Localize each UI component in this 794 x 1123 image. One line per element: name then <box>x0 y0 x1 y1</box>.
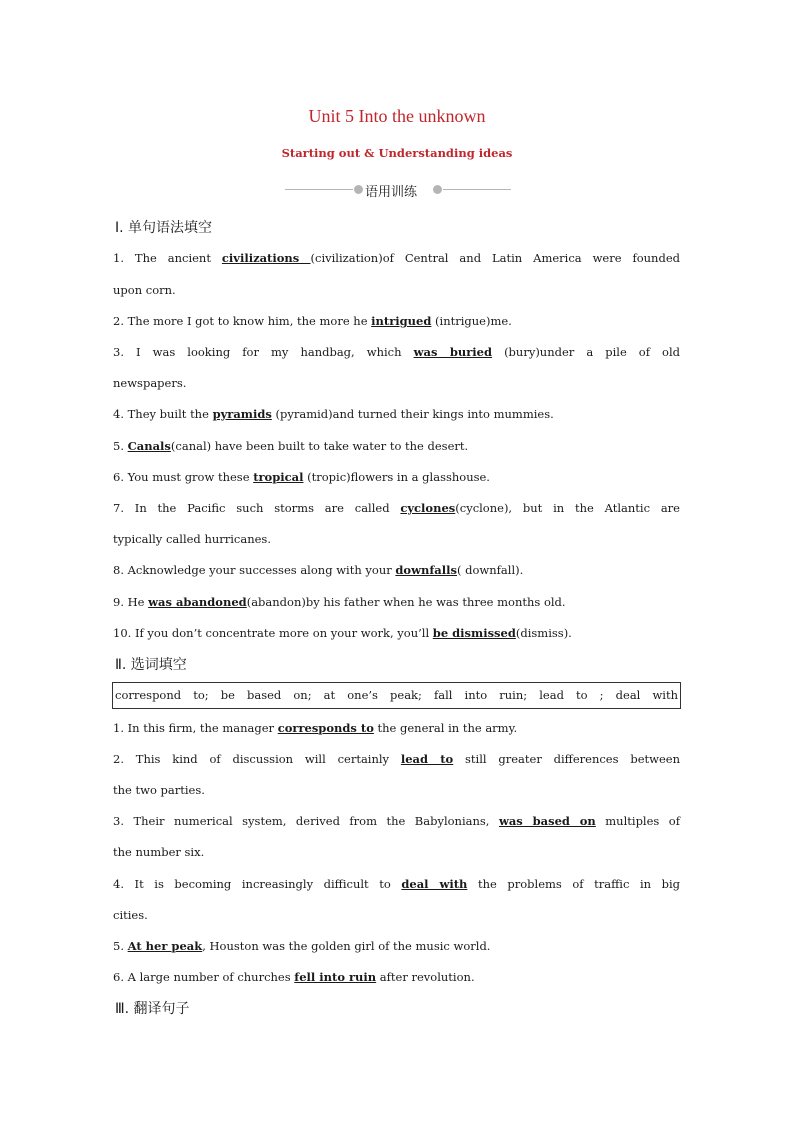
exercise-2-4 <box>113 876 680 892</box>
answer: civilizations <box>221 251 311 265</box>
question-text: 9. He <box>113 595 149 609</box>
question-text: 1. In this firm, the manager <box>113 721 278 735</box>
answer: was abandoned <box>148 595 247 609</box>
exercise-1-9 <box>113 594 680 610</box>
exercise-1-7 <box>113 500 680 516</box>
section-2-heading: Ⅱ. 选词填空 <box>115 657 187 673</box>
answer: At her peak <box>127 939 203 953</box>
answer: corresponds to <box>277 721 374 735</box>
answer: Canals <box>127 439 171 453</box>
question-text: 2. This kind of discussion will certainly <box>113 752 401 766</box>
section-1-heading: Ⅰ. 单句语法填空 <box>115 220 213 236</box>
page-subtitle: Starting out & Understanding ideas <box>281 146 513 160</box>
question-text: 7. In the Pacific such storms are called <box>113 501 401 515</box>
section-banner <box>285 180 511 200</box>
question-text: still greater differences between <box>453 752 680 766</box>
exercise-2-2-cont: the two parties. <box>113 783 205 797</box>
question-text: 6. A large number of churches <box>113 970 295 984</box>
answer: downfalls <box>395 563 457 577</box>
question-text: after revolution. <box>376 970 475 984</box>
page-title: Unit 5 Into the unknown <box>308 106 486 126</box>
question-text: 1. The ancient <box>113 251 222 265</box>
exercise-2-2 <box>113 751 680 767</box>
exercise-1-1-cont: upon corn. <box>113 283 176 297</box>
exercise-1-5 <box>113 438 680 454</box>
answer: was buried <box>413 345 493 359</box>
answer: was based on <box>498 814 596 828</box>
exercise-2-5 <box>113 938 680 954</box>
question-text: (abandon)by his father when he was three months old. <box>246 595 566 609</box>
banner-right-dot <box>433 185 442 194</box>
exercise-1-10 <box>113 625 680 641</box>
question-text: (cyclone), but in the Atlantic are <box>455 501 680 515</box>
word-bank-box <box>112 682 681 709</box>
answer: pyramids <box>212 407 272 421</box>
question-text: (bury)under a pile of old <box>492 345 681 359</box>
exercise-1-3-cont: newspapers. <box>113 376 187 390</box>
question-text: , Houston was the golden girl of the music world. <box>202 939 491 953</box>
question-text: 4. They built the <box>113 407 213 421</box>
question-text: 3. Their numerical system, derived from the Babylonians, <box>113 814 499 828</box>
exercise-1-3 <box>113 344 680 360</box>
section-3-heading: Ⅲ. 翻译句子 <box>115 1001 190 1017</box>
question-text: (pyramid)and turned their kings into mummies. <box>271 407 554 421</box>
question-text: multiples of <box>595 814 680 828</box>
word-bank-text: correspond to; be based on; at one’s peak; fall into ruin; lead to ; deal with <box>115 688 678 702</box>
question-text: (canal) have been built to take water to the desert. <box>170 439 469 453</box>
exercise-2-4-cont: cities. <box>113 908 148 922</box>
question-text: 2. The more I got to know him, the more he <box>113 314 372 328</box>
question-text: 10. If you don’t concentrate more on your work, you’ll <box>113 626 433 640</box>
exercise-2-3-cont: the number six. <box>113 845 205 859</box>
question-text: 6. You must grow these <box>113 470 254 484</box>
question-text: 4. It is becoming increasingly difficult to <box>113 877 402 891</box>
exercise-1-4 <box>113 406 680 422</box>
answer: cyclones <box>400 501 456 515</box>
exercise-2-6 <box>113 969 680 985</box>
question-text: ( downfall). <box>456 563 524 577</box>
answer: be dismissed <box>432 626 516 640</box>
answer: fell into ruin <box>294 970 377 984</box>
question-text: 5. <box>113 439 128 453</box>
question-text: (tropic)flowers in a glasshouse. <box>303 470 490 484</box>
exercise-2-3 <box>113 813 680 829</box>
exercise-1-7-cont: typically called hurricanes. <box>113 532 271 546</box>
question-text: the general in the army. <box>373 721 518 735</box>
question-text: (dismiss). <box>515 626 572 640</box>
answer: tropical <box>253 470 304 484</box>
exercise-1-6 <box>113 469 680 485</box>
exercise-1-2 <box>113 313 680 329</box>
banner-left-rule <box>285 189 353 190</box>
answer: intrigued <box>371 314 432 328</box>
question-text: 5. <box>113 939 128 953</box>
exercise-1-8 <box>113 562 680 578</box>
answer: deal with <box>401 877 468 891</box>
banner-label: 语用训练 <box>365 185 418 200</box>
question-text: 8. Acknowledge your successes along with your <box>113 563 396 577</box>
exercise-2-1 <box>113 720 680 736</box>
exercise-1-1 <box>113 250 680 266</box>
question-text: 3. I was looking for my handbag, which <box>113 345 414 359</box>
banner-left-dot <box>354 185 363 194</box>
banner-right-rule <box>443 189 511 190</box>
question-text: (civilization)of Central and Latin America were founded <box>310 251 680 265</box>
answer: lead to <box>400 752 454 766</box>
question-text: the problems of traffic in big <box>467 877 681 891</box>
question-text: (intrigue)me. <box>431 314 512 328</box>
